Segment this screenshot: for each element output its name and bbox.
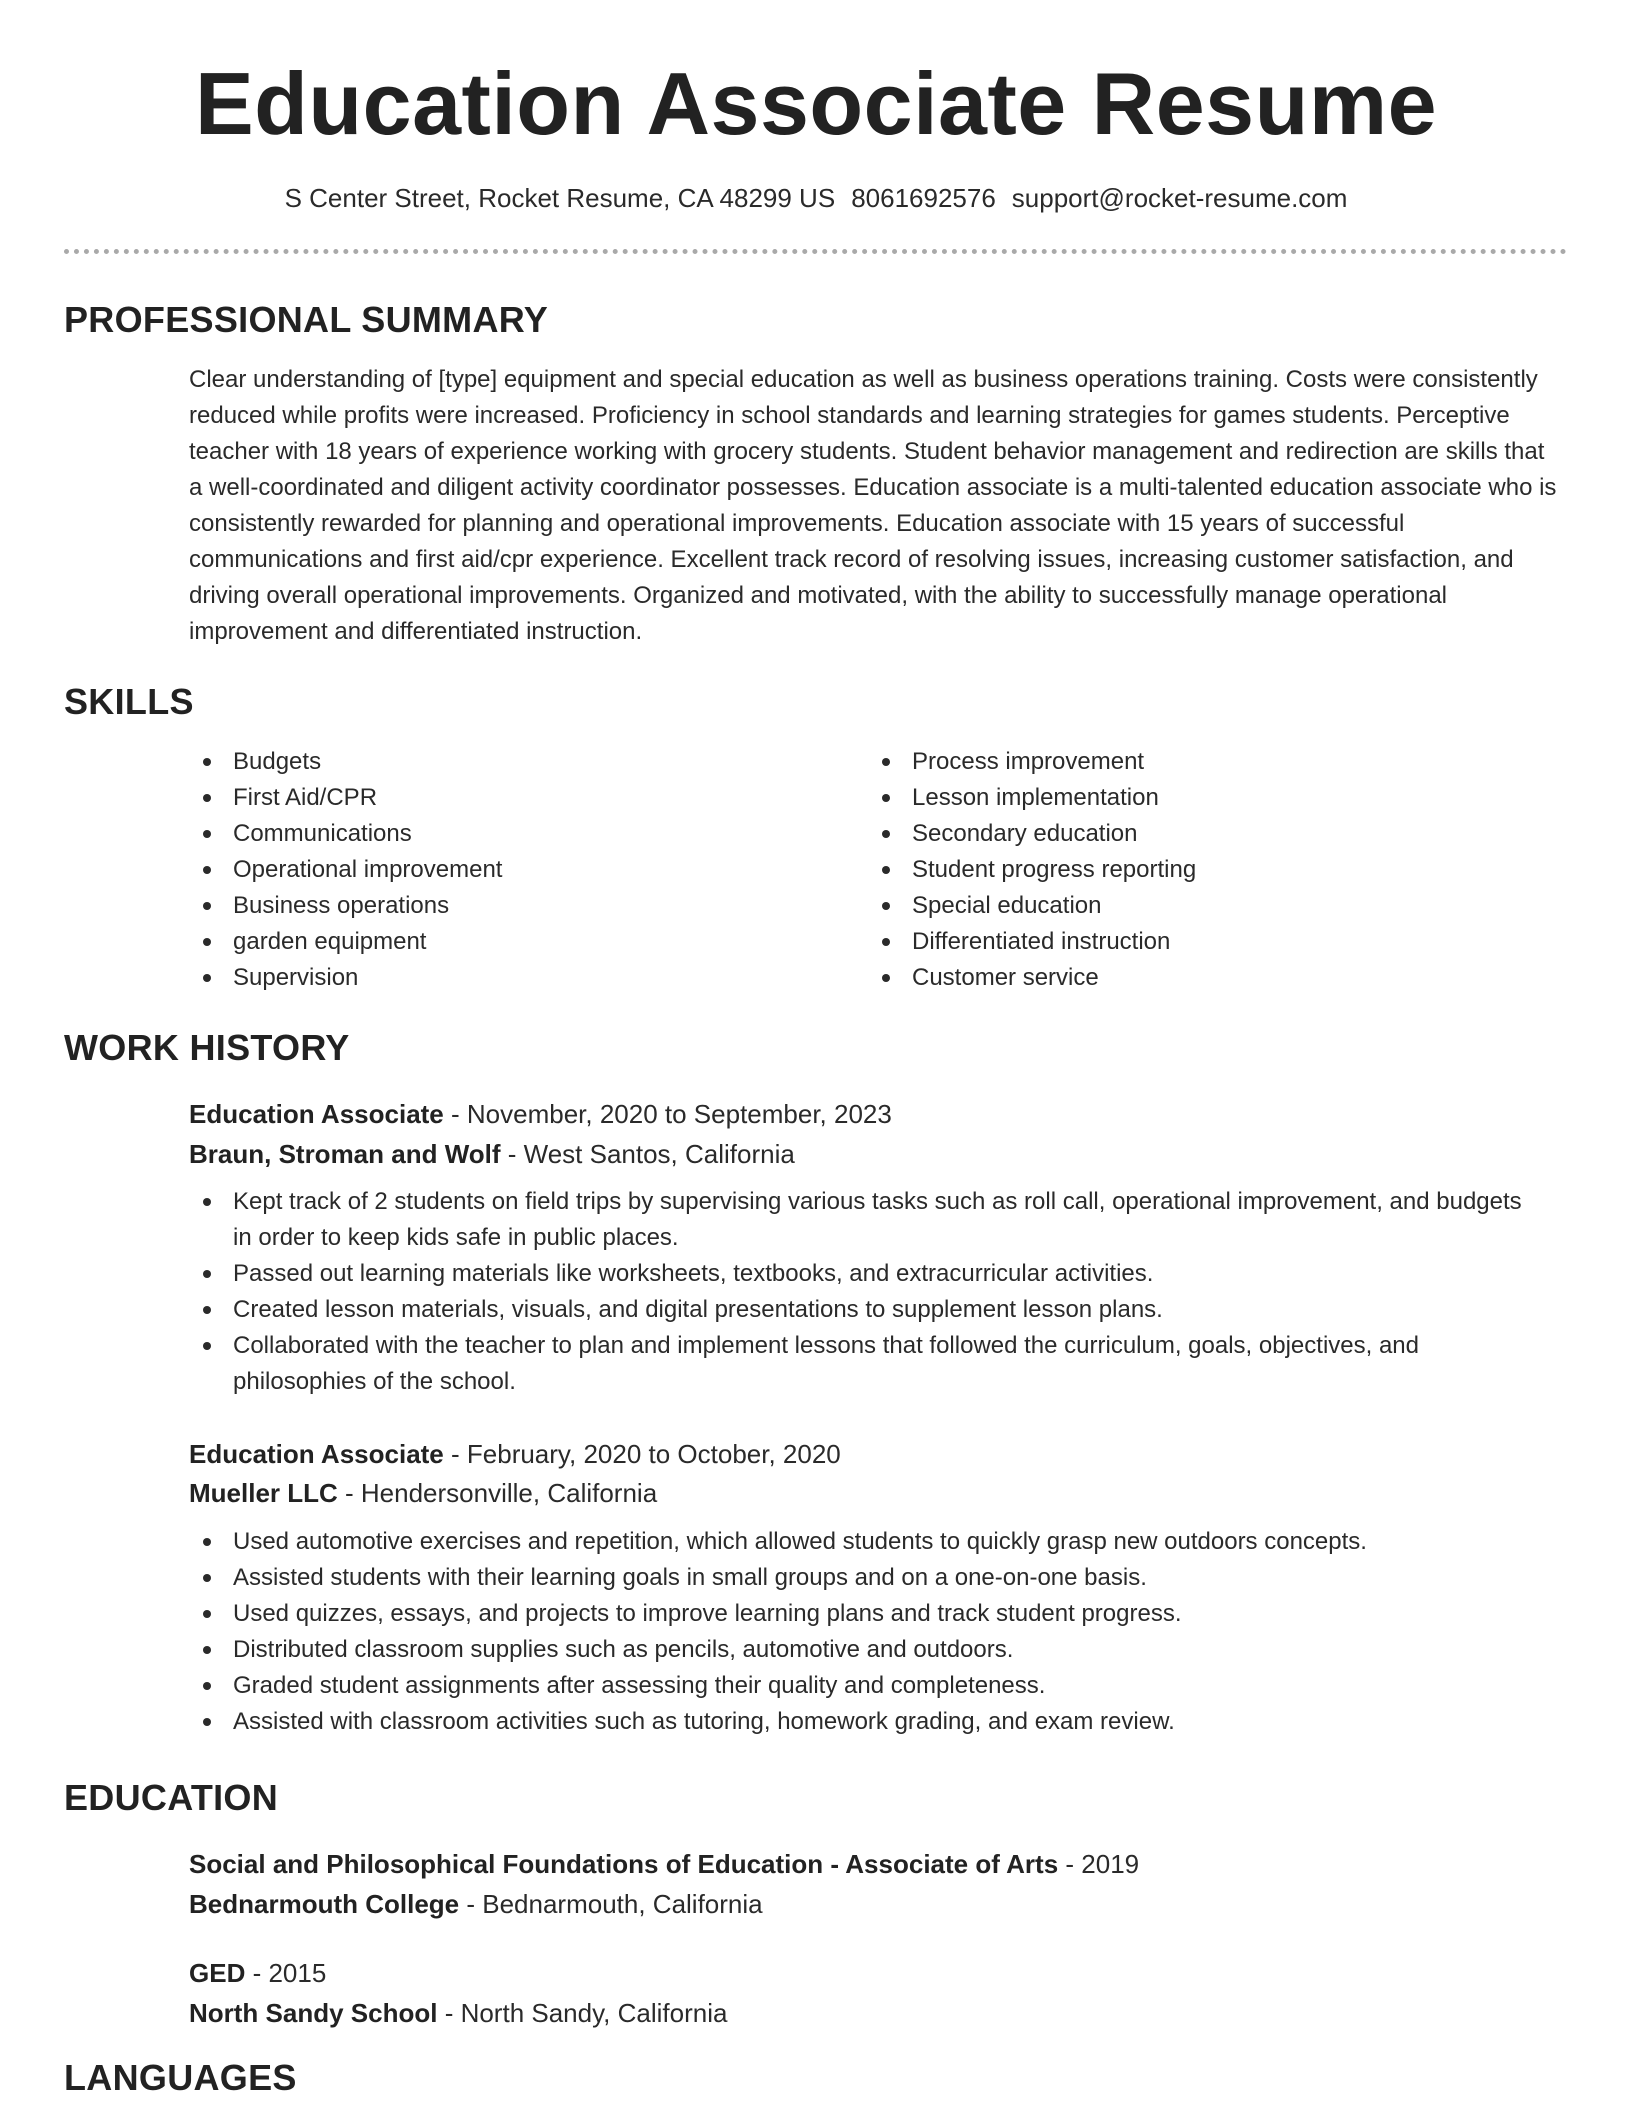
section-heading-summary: PROFESSIONAL SUMMARY <box>64 299 549 340</box>
job-bullet: Assisted students with their learning goals in small groups and on a one-on-one basis. <box>189 1560 1529 1596</box>
education-location: - North Sandy, California <box>437 1998 728 2028</box>
skills-column-left <box>189 744 809 996</box>
job-bullet: Passed out learning materials like worksheets, textbooks, and extracurricular activities. <box>189 1256 1529 1292</box>
job-bullet: Graded student assignments after assessing their quality and completeness. <box>189 1668 1529 1704</box>
skill-item: Communications <box>189 816 809 852</box>
education-location: - Bednarmouth, California <box>459 1889 763 1919</box>
summary-text: Clear understanding of [type] equipment and special education as well as business operations training. Costs were consistently reduced while profits were increased. Proficiency in school standards and learning strategies for games students. Perceptive teacher with 18 years of experience working with grocery students. Student behavior management and redirection are skills that a well-coordinated and diligent activity coordinator possesses. Education associate is a multi-talented education associate who is consistently rewarded for planning and operational improvements. Education associate with 15 years of successful communications and first aid/cpr experience. Excellent track record of resolving issues, increasing customer satisfaction, and driving overall operational improvements. Organized and motivated, with the ability to successfully manage operational improvement and differentiated instruction. <box>189 366 1557 645</box>
job-dates: - February, 2020 to October, 2020 <box>443 1439 841 1469</box>
job-bullet: Assisted with classroom activities such as tutoring, homework grading, and exam review. <box>189 1704 1529 1740</box>
job-title: Education Associate <box>189 1099 444 1129</box>
header-divider <box>64 249 1567 254</box>
skill-item: Differentiated instruction <box>868 924 1488 960</box>
skill-item: Operational improvement <box>189 852 809 888</box>
job-location: - Hendersonville, California <box>337 1478 658 1508</box>
skills-column-right <box>868 744 1488 996</box>
job-company-line <box>189 1136 795 1172</box>
job-title-line <box>189 1096 892 1132</box>
job-bullet: Collaborated with the teacher to plan and implement lessons that followed the curriculum, goals, objectives, and philosophies of the school. <box>189 1328 1529 1400</box>
section-heading-education: EDUCATION <box>64 1777 279 1818</box>
skill-item: Business operations <box>189 888 809 924</box>
skills-list-right <box>868 744 1488 996</box>
contact-line <box>0 180 1632 216</box>
skills-list-left <box>189 744 809 996</box>
education-degree: GED <box>189 1958 246 1988</box>
education-year: - 2019 <box>1058 1849 1140 1879</box>
section-heading-skills: SKILLS <box>64 681 194 722</box>
skill-item: Supervision <box>189 960 809 996</box>
skill-item: Secondary education <box>868 816 1488 852</box>
page-title: Education Associate Resume <box>194 54 1438 153</box>
education-school-line <box>189 1995 727 2031</box>
education-degree-line <box>189 1955 326 1991</box>
job-bullet: Used automotive exercises and repetition, which allowed students to quickly grasp new outdoors concepts. <box>189 1524 1529 1560</box>
skill-item: Lesson implementation <box>868 780 1488 816</box>
skill-item: First Aid/CPR <box>189 780 809 816</box>
skill-item: Customer service <box>868 960 1488 996</box>
job-title: Education Associate <box>189 1439 444 1469</box>
job-title-line <box>189 1436 841 1472</box>
job-bullets <box>189 1184 1529 1400</box>
job-bullets <box>189 1524 1529 1740</box>
section-heading-languages: LANGUAGES <box>64 2057 297 2098</box>
skill-item: Special education <box>868 888 1488 924</box>
education-year: - 2015 <box>245 1958 327 1988</box>
job-bullet: Used quizzes, essays, and projects to improve learning plans and track student progress. <box>189 1596 1529 1632</box>
section-heading-work-history: WORK HISTORY <box>64 1027 350 1068</box>
contact-phone: 8061692576 <box>851 183 996 213</box>
education-school: North Sandy School <box>189 1998 438 2028</box>
skill-item: Student progress reporting <box>868 852 1488 888</box>
contact-address: S Center Street, Rocket Resume, CA 48299 US <box>284 183 836 213</box>
education-school: Bednarmouth College <box>189 1889 460 1919</box>
skill-item: Budgets <box>189 744 809 780</box>
skill-item: garden equipment <box>189 924 809 960</box>
education-degree-line <box>189 1846 1139 1882</box>
job-bullet: Kept track of 2 students on field trips by supervising various tasks such as roll call, operational improvement, and budgets in order to keep kids safe in public places. <box>189 1184 1529 1256</box>
skill-item: Process improvement <box>868 744 1488 780</box>
contact-email: support@rocket-resume.com <box>1011 183 1348 213</box>
job-company: Mueller LLC <box>189 1478 338 1508</box>
job-company-line <box>189 1475 657 1511</box>
job-bullet-list <box>189 1184 1529 1400</box>
job-company: Braun, Stroman and Wolf <box>189 1139 501 1169</box>
job-dates: - November, 2020 to September, 2023 <box>443 1099 892 1129</box>
job-location: - West Santos, California <box>500 1139 795 1169</box>
education-degree: Social and Philosophical Foundations of Education - Associate of Arts <box>189 1849 1059 1879</box>
job-bullet: Created lesson materials, visuals, and digital presentations to supplement lesson plans. <box>189 1292 1529 1328</box>
job-bullet-list <box>189 1524 1529 1740</box>
education-school-line <box>189 1886 763 1922</box>
job-bullet: Distributed classroom supplies such as pencils, automotive and outdoors. <box>189 1632 1529 1668</box>
